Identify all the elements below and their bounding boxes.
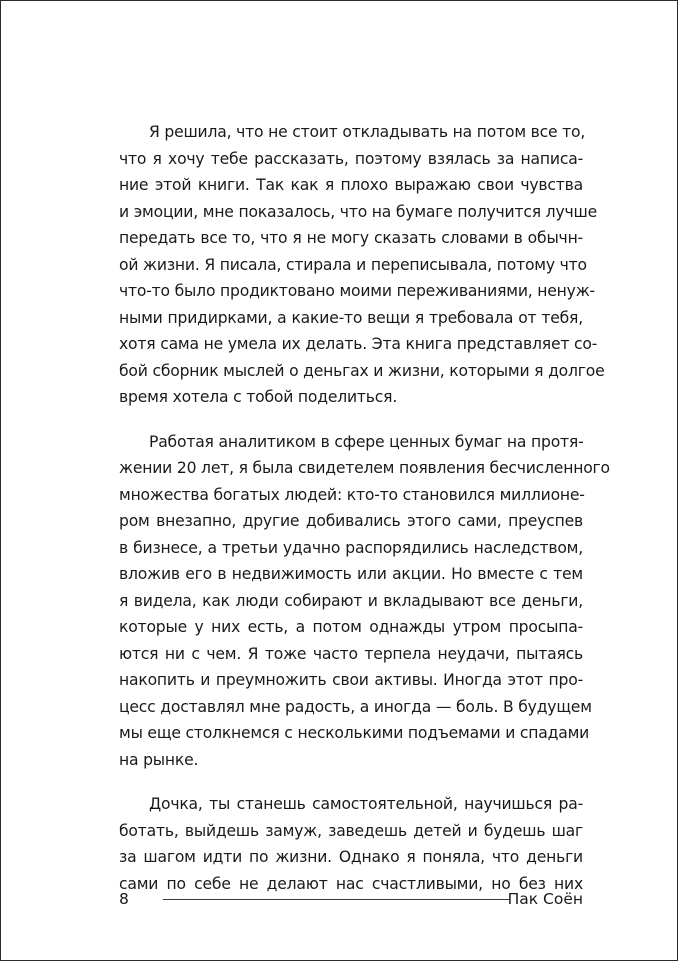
body-text	[119, 119, 610, 915]
text-line: и эмоции, мне показалось, что на бумаге получится лучше	[119, 202, 597, 221]
text-line: накопить и преумножить свои активы. Иногда этот про-	[119, 671, 583, 689]
text-line: Я решила, что не стоит откладывать на потом все то,	[149, 123, 586, 141]
footer-divider	[163, 899, 509, 900]
text-line: ой жизни. Я писала, стирала и переписывала, потому что	[119, 255, 587, 274]
text-line: вложив его в недвижимость или акции. Но вместе с тем	[119, 565, 583, 583]
paragraph-1	[119, 119, 605, 411]
text-line: Дочка, ты станешь самостоятельной, научишься ра-	[149, 795, 583, 813]
text-line: ние этой книги. Так как я плохо выражаю свои чувства	[119, 176, 583, 194]
page-number: 8	[119, 890, 129, 908]
text-line: Работая аналитиком в сфере ценных бумаг на протя-	[149, 432, 584, 451]
text-line: ются ни с чем. Я тоже часто терпела неудачи, пытаясь	[119, 644, 583, 663]
text-line: что я хочу тебе рассказать, поэтому взялась за написа-	[119, 149, 583, 168]
text-line: ными придирками, а какие-то вещи я требовала от тебя,	[119, 308, 583, 327]
text-line: хотя сама не умела их делать. Эта книга представляет со-	[119, 335, 598, 353]
author-name: Пак Соён	[507, 890, 583, 908]
text-line: в бизнесе, а третьи удачно распорядились наследством,	[119, 538, 583, 557]
text-line: цесс доставлял мне радость, а иногда — боль. В будущем	[119, 697, 592, 716]
text-line: множества богатых людей: кто-то становился миллионе-	[119, 485, 585, 504]
text-line: время хотела с тобой поделиться.	[119, 388, 398, 406]
text-line: я видела, как люди собирают и вкладывают все деньги,	[119, 591, 583, 610]
text-line: ботать, выйдешь замуж, заведешь детей и будешь шаг	[119, 821, 583, 840]
text-line: что-то было продиктовано моими переживаниями, ненуж-	[119, 282, 595, 300]
text-line: ром внезапно, другие добивались этого сами, преуспев	[119, 512, 583, 530]
text-line: на рынке.	[119, 750, 199, 769]
text-line: за шагом идти по жизни. Однако я поняла, что деньги	[119, 848, 583, 866]
text-line: которые у них есть, а потом однажды утром просыпа-	[119, 618, 583, 636]
text-line: бой сборник мыслей о деньгах и жизни, которыми я долгое	[119, 361, 605, 380]
text-line: мы еще столкнемся с несколькими подъемами и спадами	[119, 724, 590, 742]
text-line: передать все то, что я не могу сказать словами в обычн-	[119, 229, 583, 247]
text-line: жении 20 лет, я была свидетелем появления бесчисленного	[119, 459, 610, 477]
page-footer	[119, 886, 583, 914]
text-line: сами по себе не делают нас счастливыми, но без них	[119, 874, 583, 893]
paragraph-3	[119, 791, 583, 897]
paragraph-2	[119, 429, 610, 774]
